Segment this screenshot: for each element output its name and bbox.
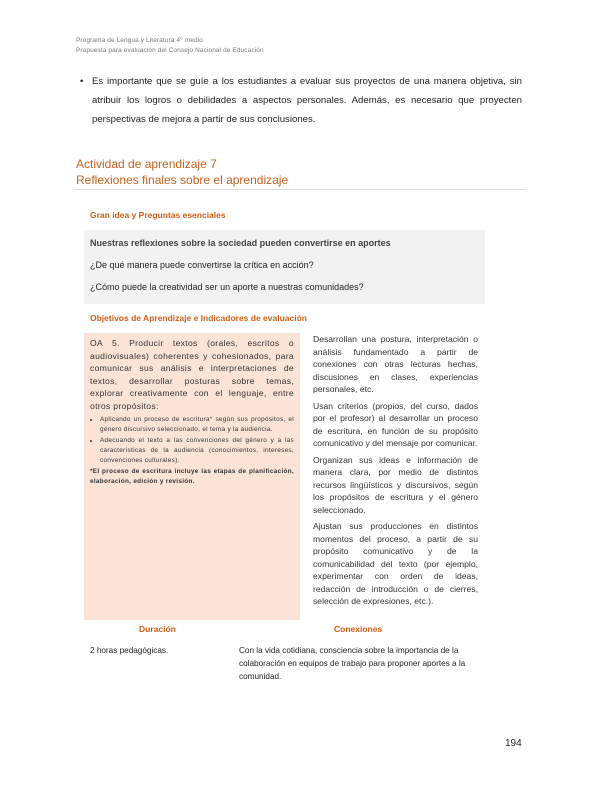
oa-note: *El proceso de escritura incluye las etapas de planificación, elaboración, edición y revisión. (90, 468, 294, 485)
objetivos-heading: Objetivos de Aprendizaje e Indicadores de evaluación (90, 313, 307, 323)
question: ¿Cómo puede la creatividad ser un aporte a nuestras comunidades? (90, 282, 364, 292)
indicator: Usan criterios (propios, del curso, dados por el profesor) al desarrollar un proceso de escritura, en función de su propósito comunicativo y del mensaje por comunicar. (313, 400, 478, 448)
indicators (313, 333, 478, 612)
bullet-paragraph: • Es importante que se guíe a los estudiantes a evaluar sus proyectos de una manera objetiva, sin atribuir los logros o debilidades a aspectos personales. Además, es necesario que proyecten perspectivas de mejora a partir de sus conclusiones. (92, 72, 522, 129)
gran-idea-box (84, 230, 485, 304)
conexiones-text: Con la vida cotidiana, consciencia sobre la importancia de la colaboración en equipos de trabajo para proponer aportes a la comunidad. (239, 646, 466, 681)
indicator: Desarrollan una postura, interpretación o análisis fundamentado a partir de conexiones con otras lecturas hechas, discusiones en clases, experiencias personales, etc. (313, 334, 478, 394)
page-number: 194 (505, 738, 522, 749)
divider (75, 189, 525, 190)
oa-item: • Aplicando un proceso de escritura* según sus propósitos, el género discursivo seleccionado, el tema y la audiencia. (100, 415, 294, 435)
indicator: Ajustan sus producciones en distintos momentos del proceso, a partir de su propósito comunicativo y de la comunicabilidad del texto (por ejemplo, experimentar con orden de ideas, redacción de introducción o de cierres, selección de expresiones, etc.). (313, 521, 478, 606)
running-header-program: Programa de Lengua y Literatura 4° medio (76, 37, 203, 44)
oa-box (84, 333, 300, 620)
indicator: Organizan sus ideas e información de manera clara, por medio de distintos recursos lingüísticos y discursivos, según los propósitos de escritura y el género seleccionado. (313, 454, 478, 515)
gran-idea-heading: Gran idea y Preguntas esenciales (90, 210, 226, 220)
duracion-text: 2 horas pedagógicas. (90, 646, 169, 655)
conexiones-heading: Conexiones (334, 624, 383, 634)
oa-item: • Adecuando el texto a las convenciones del género y a las características de la audiencia (conocimientos, intereses, convenciones culturales). (100, 436, 294, 466)
question: ¿De qué manera puede convertirse la crítica en acción? (90, 260, 314, 270)
oa-text: OA 5. Producir textos (orales, escritos o audiovisuales) coherentes y cohesionados, para comunicar sus análisis e interpretaciones de textos, desarrollar posturas sobre temas, explorar creativamente con el lenguaje, entre otros propósitos: (90, 338, 294, 411)
duracion-heading: Duración (139, 624, 176, 634)
big-idea: Nuestras reflexiones sobre la sociedad pueden convertirse en aportes (90, 238, 391, 248)
activity-title: Actividad de aprendizaje 7 (76, 157, 217, 171)
activity-subtitle: Reflexiones finales sobre el aprendizaje (76, 173, 289, 187)
running-header-proposal: Propuesta para evaluación del Consejo Nacional de Educación (76, 47, 264, 54)
